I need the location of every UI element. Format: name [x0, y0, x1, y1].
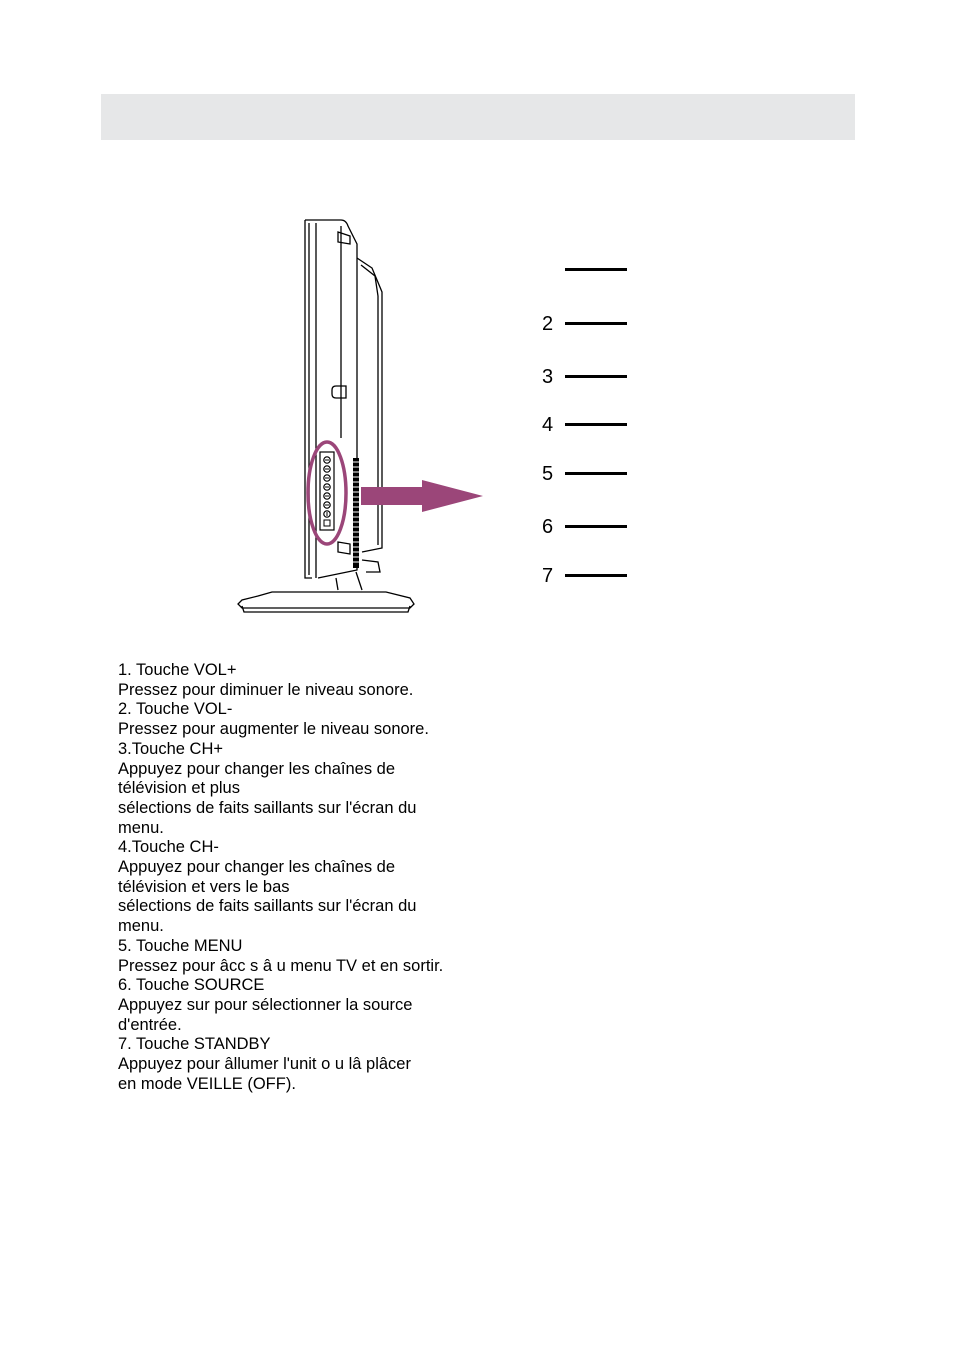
callout-5: [530, 462, 650, 486]
desc-line: d'entrée.: [118, 1015, 182, 1034]
header-band: [101, 94, 855, 140]
callout-arrow: [361, 480, 483, 512]
callout-4: [530, 413, 650, 437]
desc-line: en mode VEILLE (OFF).: [118, 1074, 296, 1093]
button-callouts: [530, 250, 650, 590]
callout-number: 2: [542, 313, 554, 335]
desc-line: Appuyez pour changer les chaînes de: [118, 759, 396, 778]
desc-line: Appuyez sur pour sélectionner la source: [118, 995, 413, 1014]
desc-line: 5. Touche MENU: [118, 936, 243, 955]
callout-number: 4: [542, 414, 554, 436]
side-button-strip: [320, 452, 334, 530]
callout-line: [565, 472, 627, 475]
callout-number: 7: [542, 565, 554, 587]
tv-side-view-illustration: [230, 210, 500, 620]
desc-line: 2. Touche VOL-: [118, 700, 233, 719]
callout-line: [565, 268, 627, 271]
desc-line: 7. Touche STANDBY: [118, 1035, 271, 1054]
callout-2: [530, 312, 650, 336]
desc-line: sélections de faits saillants sur l'écran du: [118, 897, 417, 916]
callout-number: 6: [542, 516, 554, 538]
callout-line: [565, 525, 627, 528]
desc-line: Pressez pour augmenter le niveau sonore.: [118, 720, 429, 739]
desc-line: Appuyez pour âllumer l'unit o u lâ plâcer: [118, 1055, 411, 1074]
desc-line: 3.Touche CH+: [118, 739, 224, 758]
desc-line: télévision et vers le bas: [118, 877, 290, 896]
desc-line: sélections de faits saillants sur l'écran du: [118, 798, 417, 817]
callout-3: [530, 365, 650, 389]
callout-line: [565, 574, 627, 577]
desc-line: Pressez pour âcc s â u menu TV et en sortir.: [118, 956, 444, 975]
callout-line: [565, 423, 627, 426]
desc-line: menu.: [118, 818, 164, 837]
desc-line: Pressez pour diminuer le niveau sonore.: [118, 680, 414, 699]
callout-1: [530, 258, 650, 282]
desc-line: 4.Touche CH-: [118, 838, 219, 857]
desc-line: télévision et plus: [118, 779, 240, 798]
callout-6: [530, 515, 650, 539]
desc-line: menu.: [118, 917, 164, 936]
desc-line: 6. Touche SOURCE: [118, 976, 265, 995]
callout-line: [565, 375, 627, 378]
callout-7: [530, 564, 650, 588]
desc-line: Appuyez pour changer les chaînes de: [118, 858, 396, 877]
callout-number: 5: [542, 463, 554, 485]
callout-number: 3: [542, 366, 554, 388]
callout-line: [565, 322, 627, 325]
button-descriptions: [118, 661, 538, 1094]
desc-line: 1. Touche VOL+: [118, 661, 237, 679]
